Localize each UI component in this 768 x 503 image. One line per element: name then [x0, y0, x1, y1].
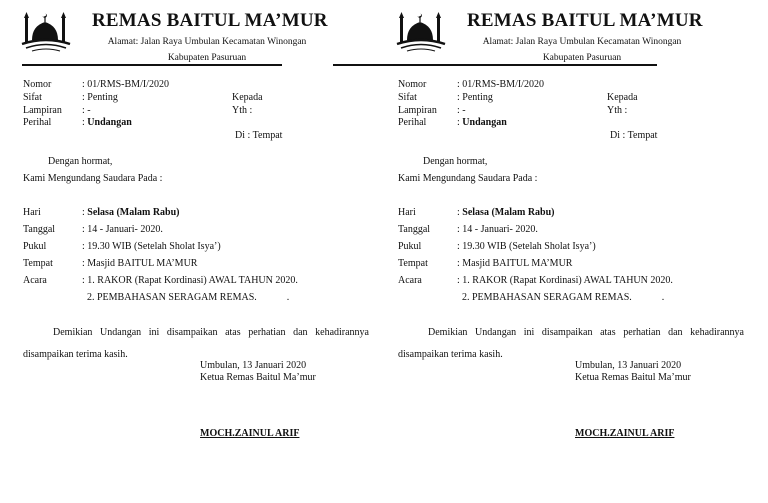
sifat-value: : Penting [82, 92, 118, 103]
pukul-value: : 19.30 WIB (Setelah Sholat Isya’) [457, 241, 596, 252]
sifat-label: Sifat [23, 92, 42, 103]
signer-name: MOCH.ZAINUL ARIF [200, 428, 300, 439]
perihal-value: : Undangan [82, 117, 132, 128]
org-name: REMAS BAITUL MA’MUR [92, 10, 328, 31]
signature-place-date: Umbulan, 13 Januari 2020 [575, 360, 682, 371]
hari-label: Hari [23, 207, 41, 218]
hari-label: Hari [398, 207, 416, 218]
signature-title: Ketua Remas Baitul Ma’mur [575, 372, 691, 383]
nomor-label: Nomor [23, 79, 52, 90]
letterhead [467, 10, 703, 66]
sifat-label: Sifat [398, 92, 417, 103]
tempat-label: Tempat [398, 258, 428, 269]
hari-value: : Selasa (Malam Rabu) [457, 207, 555, 218]
greeting-line1: Dengan hormat, [423, 156, 488, 167]
signer-name: MOCH.ZAINUL ARIF [575, 428, 675, 439]
lampiran-value: : - [457, 105, 466, 116]
lampiran-label: Lampiran [398, 105, 437, 116]
nomor-value: : 01/RMS-BM/I/2020 [457, 79, 544, 90]
kepada-text: Kepada [232, 92, 263, 103]
acara-item-1: : 1. RAKOR (Rapat Kordinasi) AWAL TAHUN 2020. [457, 275, 673, 286]
kepada-text: Kepada [607, 92, 638, 103]
tanggal-value: : 14 - Januari- 2020. [82, 224, 163, 235]
header-divider [333, 64, 657, 66]
hari-value: : Selasa (Malam Rabu) [82, 207, 180, 218]
letter-left [0, 0, 370, 503]
perihal-value: : Undangan [457, 117, 507, 128]
org-address-line2: Kabupaten Pasuruan [542, 53, 622, 63]
di-tempat-text: Di : Tempat [235, 130, 283, 141]
org-address-line2: Kabupaten Pasuruan [167, 53, 247, 63]
acara-item-2: 2. PEMBAHASAN SERAGAM REMAS. . [462, 292, 665, 303]
nomor-value: : 01/RMS-BM/I/2020 [82, 79, 169, 90]
org-address-line1: Alamat: Jalan Raya Umbulan Kecamatan Winongan [107, 37, 307, 47]
letterhead [92, 10, 328, 66]
perihal-label: Perihal [398, 117, 427, 128]
greeting-line2: Kami Mengundang Saudara Pada : [398, 173, 538, 184]
sifat-value: : Penting [457, 92, 493, 103]
tanggal-label: Tanggal [398, 224, 431, 235]
tanggal-label: Tanggal [23, 224, 56, 235]
mosque-logo-icon [20, 10, 72, 52]
tempat-label: Tempat [23, 258, 53, 269]
closing-paragraph: Demikian Undangan ini disampaikan atas perhatian dan kehadirannya disampaikan terima kasih. [398, 327, 744, 360]
di-tempat-text: Di : Tempat [610, 130, 658, 141]
perihal-label: Perihal [23, 117, 52, 128]
yth-text: Yth : [232, 105, 253, 116]
letter-right [375, 0, 745, 503]
mosque-logo-icon [395, 10, 447, 52]
pukul-value: : 19.30 WIB (Setelah Sholat Isya’) [82, 241, 221, 252]
acara-label: Acara [23, 275, 47, 286]
tempat-value: : Masjid BAITUL MA’MUR [82, 258, 198, 269]
header-divider [22, 64, 282, 66]
lampiran-label: Lampiran [23, 105, 62, 116]
pukul-label: Pukul [23, 241, 47, 252]
org-address-line1: Alamat: Jalan Raya Umbulan Kecamatan Winongan [482, 37, 682, 47]
yth-text: Yth : [607, 105, 628, 116]
nomor-label: Nomor [398, 79, 427, 90]
signature-title: Ketua Remas Baitul Ma’mur [200, 372, 316, 383]
org-name: REMAS BAITUL MA’MUR [467, 10, 703, 31]
greeting-line1: Dengan hormat, [48, 156, 113, 167]
pukul-label: Pukul [398, 241, 422, 252]
tempat-value: : Masjid BAITUL MA’MUR [457, 258, 573, 269]
closing-paragraph: Demikian Undangan ini disampaikan atas perhatian dan kehadirannya disampaikan terima kasih. [23, 327, 369, 360]
lampiran-value: : - [82, 105, 91, 116]
greeting-line2: Kami Mengundang Saudara Pada : [23, 173, 163, 184]
acara-item-2: 2. PEMBAHASAN SERAGAM REMAS. . [87, 292, 290, 303]
tanggal-value: : 14 - Januari- 2020. [457, 224, 538, 235]
acara-label: Acara [398, 275, 422, 286]
signature-place-date: Umbulan, 13 Januari 2020 [200, 360, 307, 371]
acara-item-1: : 1. RAKOR (Rapat Kordinasi) AWAL TAHUN 2020. [82, 275, 298, 286]
